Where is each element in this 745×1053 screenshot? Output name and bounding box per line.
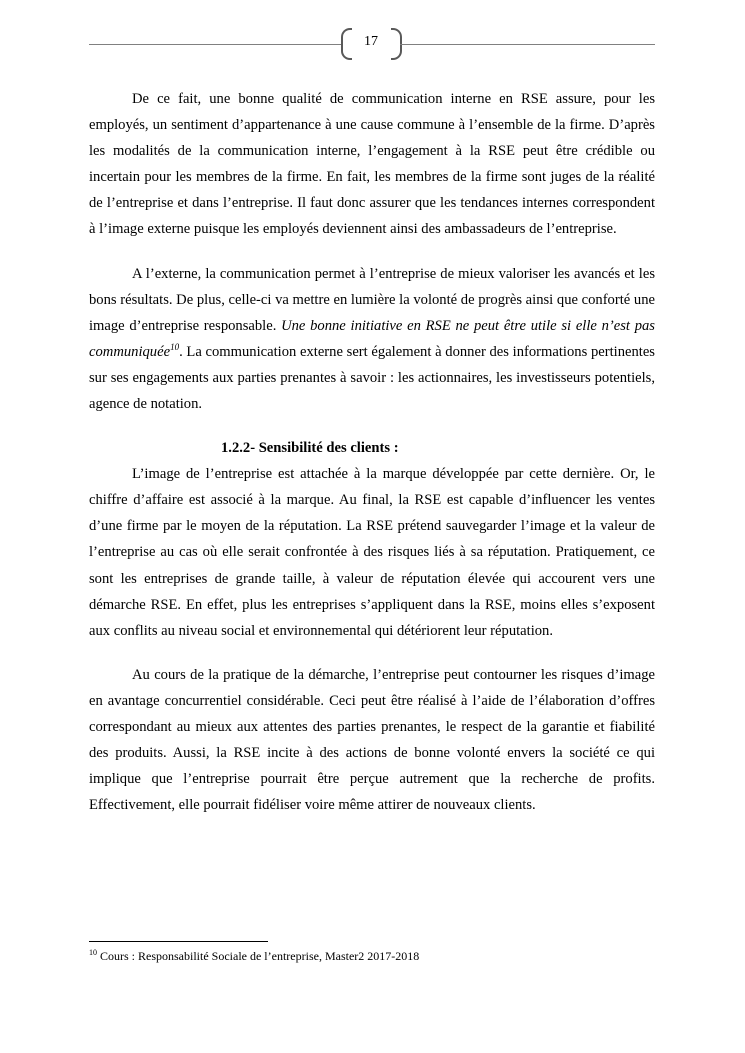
header-rule-right bbox=[400, 44, 655, 45]
footnote-reference: 10 bbox=[170, 341, 180, 352]
paragraph-text-continued: . La communication externe sert également à donner des informations pertinentes sur ses engagements aux parties prenantes à savoir : les actionnaires, les investisseurs potentiels, agence de notation. bbox=[89, 343, 655, 413]
footnote bbox=[89, 948, 419, 964]
header-rule-left bbox=[89, 44, 342, 45]
italic-quote: Une bonne initiative en RSE ne peut être utile si elle n’est pas communiquée$^{10}$ bbox=[89, 317, 655, 360]
paragraph-internal-communication: De ce fait, une bonne qualité de communication interne en RSE assure, pour les employés, un sentiment d’appartenance à une cause commune à l’ensemble de la firme. D’après les modalités de la communication interne, l’engagement à la RSE peut être crédible ou incertain pour les membres de la firme. En fait, les membres de la firme sont juges de la réalité de l’entreprise et dans l’entreprise. Il faut donc assurer que les tendances internes correspondent à l’image externe puisque les employés deviennent ainsi des ambassadeurs de l’entreprise. bbox=[89, 91, 655, 238]
footnote-text: Cours : Responsabilité Sociale de l’entreprise, Master2 2017-2018 bbox=[97, 949, 420, 963]
page-header bbox=[89, 28, 655, 60]
footnote-separator bbox=[89, 941, 268, 942]
footnote-number: 10 bbox=[89, 948, 97, 957]
page-body bbox=[89, 86, 655, 818]
paragraph-text: A l’externe, la communication permet à l’entreprise de mieux valoriser les avancés et les bons résultats. De plus, celle-ci va mettre en lumière la volonté de progrès ainsi que conforté une image d’entreprise responsable. bbox=[89, 265, 655, 334]
paragraph-brand-image: L’image de l’entreprise est attachée à la marque développée par cette dernière. Or, le chiffre d’affaire est associé à la marque. Au final, la RSE est capable d’influencer les ventes d’une firme par le moyen de la réputation. La RSE prétend sauvegarder l’image et la valeur de l’entreprise au cas où elle serait confrontée à des risques liés à sa réputation. Pratiquement, ce sont les entreprises de grande taille, à valeur de réputation élevée qui accourent vers une démarche RSE. En effet, plus les entreprises s’appliquent dans la RSE, moins elles s’exposent aux conflits au niveau social et environnemental qui détériorent leur réputation. bbox=[89, 466, 655, 639]
paragraph-external-communication bbox=[89, 261, 655, 418]
paragraph-competitive-advantage: Au cours de la pratique de la démarche, l’entreprise peut contourner les risques d’image en avantage concurrentiel considérable. Ceci peut être réalisé à l’aide de l’élaboration d’offres correspondant au mieux aux attentes des parties prenantes, le respect de la garantie et fiabilité des produits. Aussi, la RSE incite à des actions de bonne volonté envers la société ce qui implique que l’entreprise pourrait être perçue autrement que la recherche de profits. Effectivement, elle pourrait fidéliser voire même attirer de nouveaux clients. bbox=[89, 666, 655, 814]
page-number: 17 bbox=[364, 34, 378, 49]
section-heading: 1.2.2- Sensibilité des clients : bbox=[221, 440, 399, 457]
